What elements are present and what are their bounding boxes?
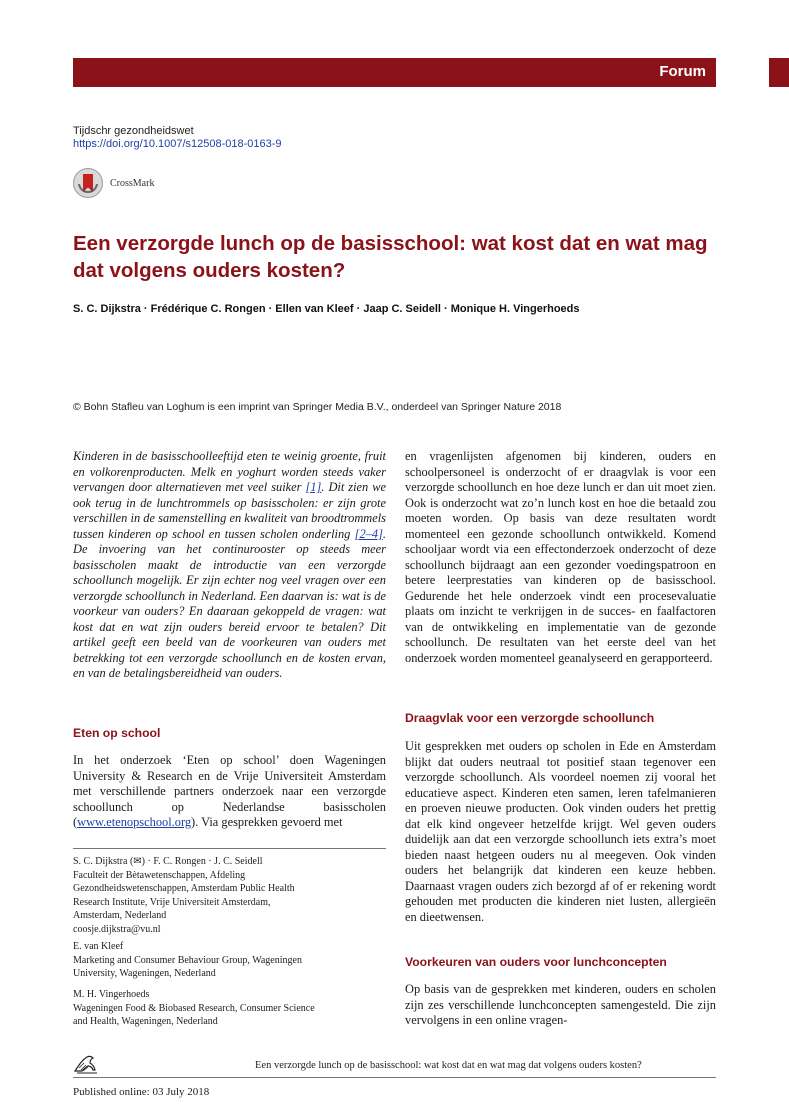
- article-title: Een verzorgde lunch op de basisschool: wat kost dat en wat mag dat volgens ouders kosten?: [73, 232, 708, 282]
- running-title: Een verzorgde lunch op de basisschool: wat kost dat en wat mag dat volgens ouders kosten?: [255, 1060, 642, 1071]
- section-heading-eten-op-school: Eten op school: [73, 726, 161, 740]
- doi-link[interactable]: https://doi.org/10.1007/s12508-018-0163-9: [73, 138, 282, 150]
- footnote-divider: [73, 848, 386, 849]
- website-link[interactable]: www.etenopschool.org: [77, 815, 192, 829]
- citation-link[interactable]: [1]: [305, 480, 322, 494]
- publication-date: Published online: 03 July 2018: [73, 1086, 210, 1098]
- author-email-link[interactable]: coosje.dijkstra@vu.nl: [73, 923, 161, 935]
- citation-link[interactable]: [2–4]: [354, 526, 383, 541]
- section-body-voorkeuren: Op basis van de gesprekken met kinderen, ouders en scholen zijn zes verschillende lunchconcepten samengesteld. Die zijn vervolgens in een online vragen-: [405, 982, 716, 1027]
- footer-divider: [73, 1077, 716, 1078]
- crossmark-label: CrossMark: [110, 177, 155, 189]
- section-header-bar: [73, 58, 716, 87]
- crossmark-icon: [73, 168, 103, 198]
- affiliation-1: S. C. Dijkstra (✉) · F. C. Rongen · J. C. Seidell Faculteit der Bètawetenschappen, Afdeling Gezondheidswetenschappen, Amsterdam Public Health Research Institute, Vrije Universiteit Amsterdam, Amsterdam, Nederland coosje.dijkstra@vu.nl: [73, 856, 295, 935]
- crossmark-badge[interactable]: [73, 167, 154, 199]
- section-label: Forum: [659, 63, 706, 80]
- section-heading-draagvlak: Draagvlak voor een verzorgde schoollunch: [405, 711, 655, 725]
- abstract: Kinderen in de basisschoolleeftijd eten te weinig groente, fruit en volkorenproducten. Melk en yoghurt worden steeds vaker vervangen door alternatieven met veel suiker [1]. Dit zien we ook terug in de lunchtrommels op basisscholen: er zijn grote verschillen in de samenstelling en kwaliteit van broodtrommels tussen kinderen op school en tussen scholen onderling [2–4]. De invoering van het continurooster op steeds meer basisscholen maakt de introductie van een verzorgde schoollunch mogelijk. Er zijn echter nog veel vragen over een verzorgde schoollunch in Nederland. Een daarvan is: wat is de voorkeur van ouders? En daaraan gekoppeld de vragen: wat kost dat en wat zijn ouders bereid ervoor te betalen? Dit artikel geeft een beeld van de voorkeuren van ouders met betrekking tot een verzorgde schoollunch en de kosten ervan, en van de betalingsbereidheid van ouders.: [73, 449, 386, 680]
- page-edge-tab: [769, 58, 789, 87]
- affiliation-2: E. van Kleef Marketing and Consumer Behaviour Group, Wageningen University, Wageningen, Nederland: [73, 941, 302, 979]
- section-body-draagvlak: Uit gesprekken met ouders op scholen in Ede en Amsterdam blijkt dat ouders neutraal tot positief staan tegenover een verzorgde schoollunch. Als voordeel noemen zij vooral het educatieve aspect. Kinderen eten samen, leren tafelmanieren en proeven nieuwe producten. Ook vinden ouders het prettig dat elk kind ongeveer hetzelfde krijgt. Wel geven ouders duidelijk aan dat een verzorgde schoollunch iets extra’s moet bieden naast hetgeen ouders nu al meegeven. Ook vinden ouders het belangrijk dat kinderen een keuze hebben. Daarnaast vragen ouders zich bezorgd af of er rekening wordt gehouden met producten die kinderen niet lusten, allergieën en dieetwensen.: [405, 739, 716, 924]
- body-paragraph-intro: en vragenlijsten afgenomen bij kinderen, ouders en schoolpersoneel is onderzocht of er draagvlak is voor een verzorgde schoollunch en hoe deze lunch er dan uit moet zien. Ook is onderzocht wat zo’n lunch kost en hoe die betaald zou moeten worden. Op basis van deze resultaten wordt momenteel een gezonde schoollunch ontwikkeld. Komend schooljaar wordt via een effectonderzoek onderzocht of deze schoollunch bijdraagt aan een gezonder voedingspatroon en betere leerprestaties van kinderen op de basisschool. Gedurende het hele onderzoek vindt een procesevaluatie plaats om inzicht te verkrijgen in de succes- en faalfactoren van de ontwikkeling en implementatie van de gezonde schoollunch. De resultaten van het eerste deel van het onderzoek worden momenteel geanalyseerd en gerapporteerd.: [405, 449, 716, 665]
- copyright-notice: © Bohn Stafleu van Loghum is een imprint van Springer Media B.V., onderdeel van Springer Nature 2018: [73, 401, 562, 413]
- journal-name: Tijdschr gezondheidswet: [73, 125, 194, 137]
- affiliation-3: M. H. Vingerhoeds Wageningen Food & Biobased Research, Consumer Science and Health, Wageningen, Nederland: [73, 989, 315, 1027]
- author-list: S. C. Dijkstra · Frédérique C. Rongen · Ellen van Kleef · Jaap C. Seidell · Monique H. Vingerhoeds: [73, 303, 580, 315]
- springer-horse-icon: [73, 1054, 99, 1074]
- section-heading-voorkeuren: Voorkeuren van ouders voor lunchconcepten: [405, 955, 667, 969]
- section-body-eten-op-school: In het onderzoek ‘Eten op school’ doen Wageningen University & Research en de Vrije Universiteit Amsterdam met verschillende partners onderzoek naar een verzorgde schoollunch op Nederlandse basisscholen (www.etenopschool.org). Via gesprekken gevoerd met: [73, 753, 386, 829]
